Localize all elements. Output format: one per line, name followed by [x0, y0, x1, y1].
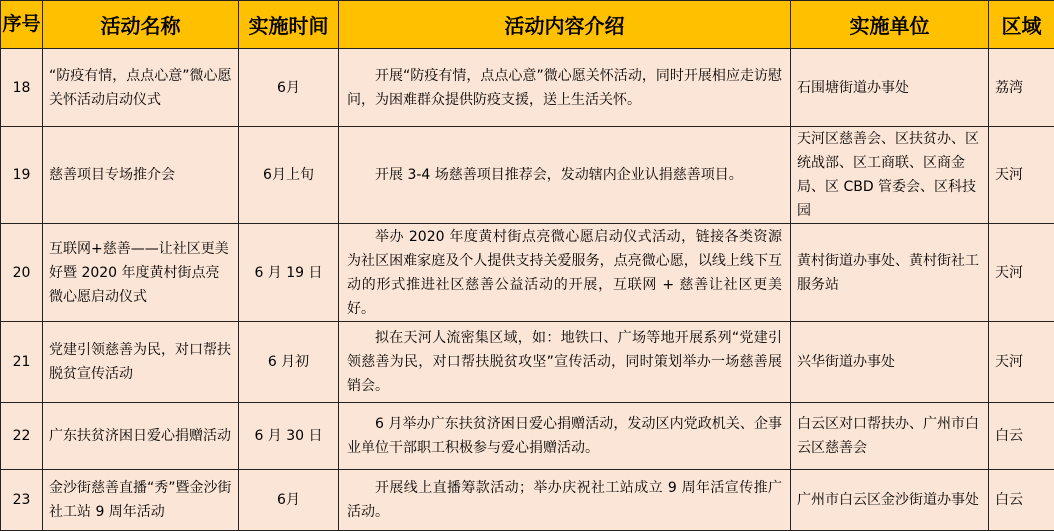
row-content: [339, 49, 791, 127]
header-unit: 实施单位: [791, 1, 989, 49]
row-area: 白云: [989, 403, 1054, 470]
row-area: 天河: [989, 127, 1054, 224]
row-area: 天河: [989, 322, 1054, 403]
row-seq: 23: [1, 470, 43, 531]
row-time: 6 月 30 日: [239, 403, 339, 470]
row-seq: 21: [1, 322, 43, 403]
row-time: 6 月初: [239, 322, 339, 403]
header-seq: 序号: [1, 1, 43, 49]
row-unit: 广州市白云区金沙街道办事处: [791, 470, 989, 531]
row-area: 荔湾: [989, 49, 1054, 127]
row-activity-name: 慈善项目专场推介会: [43, 127, 239, 224]
row-time: 6月: [239, 470, 339, 531]
row-content-text: 开展 3-4 场慈善项目推荐会，发动辖内企业认捐慈善项目。: [347, 163, 782, 187]
row-time: 6月上旬: [239, 127, 339, 224]
row-time: 6月: [239, 49, 339, 127]
row-unit: 白云区对口帮扶办、广州市白云区慈善会: [791, 403, 989, 470]
row-content: [339, 403, 791, 470]
row-content: [339, 470, 791, 531]
row-content-text: 拟在天河人流密集区域，如：地铁口、广场等地开展系列“党建引领慈善为民，对口帮扶脱贫攻坚”宣传活动，同时策划举办一场慈善展销会。: [347, 326, 782, 398]
row-activity-name: “防疫有情，点点心意”微心愿关怀活动启动仪式: [43, 49, 239, 127]
table-row: [1, 224, 1054, 322]
table-row: [1, 470, 1054, 531]
row-content: [339, 127, 791, 224]
row-activity-name: 党建引领慈善为民，对口帮扶脱贫宣传活动: [43, 322, 239, 403]
row-activity-name: 互联网+慈善——让社区更美好暨 2020 年度黄村街点亮微心愿启动仪式: [43, 224, 239, 322]
row-area: 天河: [989, 224, 1054, 322]
row-seq: 19: [1, 127, 43, 224]
row-activity-name: 金沙街慈善直播“秀”暨金沙街社工站 9 周年活动: [43, 470, 239, 531]
header-time: 实施时间: [239, 1, 339, 49]
table-row: [1, 127, 1054, 224]
row-unit: 天河区慈善会、区扶贫办、区统战部、区工商联、区商金局、区 CBD 管委会、区科技园: [791, 127, 989, 224]
table-row: [1, 49, 1054, 127]
table-header-row: [1, 1, 1054, 49]
row-content-text: 举办 2020 年度黄村街点亮微心愿启动仪式活动，链接各类资源为社区困难家庭及个人提供支持关爱服务，点亮微心愿，以线上线下互动的形式推进社区慈善公益活动的开展，互联网 + 慈善让社区更美好。: [347, 225, 782, 321]
row-activity-name: 广东扶贫济困日爱心捐赠活动: [43, 403, 239, 470]
header-area: 区域: [989, 1, 1054, 49]
row-content-text: 开展“防疫有情，点点心意”微心愿关怀活动，同时开展相应走访慰问，为困难群众提供防疫支援，送上生活关怀。: [347, 64, 782, 112]
table-row: [1, 322, 1054, 403]
table-row: [1, 403, 1054, 470]
row-content: [339, 224, 791, 322]
row-unit: 石围塘街道办事处: [791, 49, 989, 127]
row-seq: 18: [1, 49, 43, 127]
row-area: 白云: [989, 470, 1054, 531]
row-content-text: 开展线上直播筹款活动；举办庆祝社工站成立 9 周年活宣传推广活动。: [347, 476, 782, 524]
row-seq: 22: [1, 403, 43, 470]
row-unit: 黄村街道办事处、黄村街社工服务站: [791, 224, 989, 322]
row-unit: 兴华街道办事处: [791, 322, 989, 403]
row-content-text: 6 月举办广东扶贫济困日爱心捐赠活动，发动区内党政机关、企事业单位干部职工积极参与爱心捐赠活动。: [347, 412, 782, 460]
row-seq: 20: [1, 224, 43, 322]
header-content: 活动内容介绍: [339, 1, 791, 49]
row-content: [339, 322, 791, 403]
header-name: 活动名称: [43, 1, 239, 49]
row-time: 6 月 19 日: [239, 224, 339, 322]
